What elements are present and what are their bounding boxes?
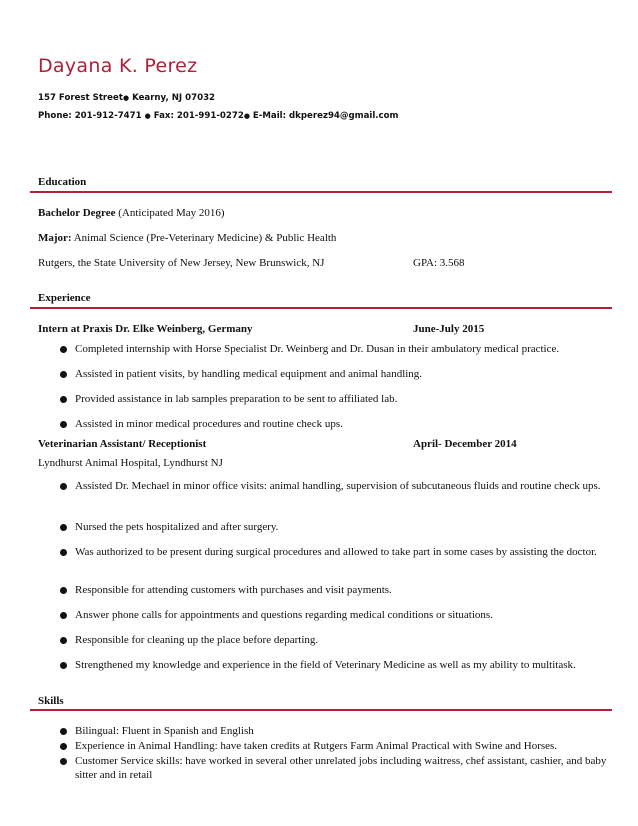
list-item: Answer phone calls for appointments and questions regarding medical conditions or situations. bbox=[75, 609, 493, 621]
job-title: Intern at Praxis Dr. Elke Weinberg, Germany bbox=[38, 323, 253, 335]
job-dates: June-July 2015 bbox=[413, 323, 485, 335]
job-employer: Lyndhurst Animal Hospital, Lyndhurst NJ bbox=[38, 457, 223, 469]
city-state-zip: Kearny, NJ 07032 bbox=[132, 93, 216, 103]
major-label: Major: bbox=[38, 232, 72, 244]
list-item: Bilingual: Fluent in Spanish and English bbox=[75, 725, 254, 737]
degree-note: (Anticipated May 2016) bbox=[115, 207, 225, 219]
email-address: E-Mail: dkperez94@gmail.com bbox=[252, 111, 399, 121]
list-item: Assisted Dr. Mechael in minor office visits: animal handling, supervision of subcutaneous fluids and routine check ups. bbox=[75, 480, 601, 492]
bullet-icon bbox=[60, 396, 67, 403]
fax-number: Fax: 201-991-0272 bbox=[153, 111, 244, 121]
gpa-value: GPA: 3.568 bbox=[413, 257, 465, 269]
bullet-icon bbox=[60, 587, 67, 594]
bullet-icon bbox=[60, 346, 67, 353]
separator-dot-icon: ● bbox=[243, 112, 250, 120]
separator-dot-icon: ● bbox=[122, 94, 130, 102]
bullet-icon bbox=[60, 637, 67, 644]
bullet-icon bbox=[60, 549, 67, 556]
list-item: Completed internship with Horse Specialist Dr. Weinberg and Dr. Dusan in their ambulatory medical practice. bbox=[75, 343, 560, 355]
list-item: Provided assistance in lab samples preparation to be sent to affiliated lab. bbox=[75, 393, 398, 405]
bullet-icon bbox=[60, 371, 67, 378]
list-item: Was authorized to be present during surgical procedures and allowed to take part in some cases by assisting the doctor. bbox=[75, 546, 597, 558]
degree-line bbox=[38, 207, 225, 219]
contact-line bbox=[38, 111, 399, 121]
bullet-icon bbox=[60, 524, 67, 531]
experience-divider bbox=[30, 307, 612, 309]
bullet-icon bbox=[60, 758, 67, 765]
address-line bbox=[38, 93, 215, 103]
bullet-icon bbox=[60, 612, 67, 619]
list-item: Assisted in minor medical procedures and routine check ups. bbox=[75, 418, 343, 430]
phone-number: Phone: 201-912-7471 bbox=[38, 111, 142, 121]
bullet-icon bbox=[60, 743, 67, 750]
list-item: Responsible for cleaning up the place before departing. bbox=[75, 634, 319, 646]
list-item: Experience in Animal Handling: have taken credits at Rutgers Farm Animal Practical with Swine and Horses. bbox=[75, 740, 558, 752]
bullet-icon bbox=[60, 728, 67, 735]
skills-divider bbox=[30, 709, 612, 711]
job-dates: April- December 2014 bbox=[413, 438, 517, 450]
separator-dot-icon: ● bbox=[144, 112, 151, 120]
list-item: Strengthened my knowledge and experience in the field of Veterinary Medicine as well as my ability to multitask. bbox=[75, 659, 576, 671]
degree-title: Bachelor Degree bbox=[38, 207, 116, 219]
list-item: Customer Service skills: have worked in several other unrelated jobs including waitress, chef assistant, cashier, and baby sitter and in retail bbox=[75, 755, 607, 781]
skills-heading: Skills bbox=[38, 695, 64, 707]
bullet-icon bbox=[60, 662, 67, 669]
school-name: Rutgers, the State University of New Jersey, New Brunswick, NJ bbox=[38, 257, 325, 269]
education-divider bbox=[30, 191, 612, 193]
list-item: Responsible for attending customers with purchases and visit payments. bbox=[75, 584, 392, 596]
bullet-icon bbox=[60, 483, 67, 490]
job-title: Veterinarian Assistant/ Receptionist bbox=[38, 438, 207, 450]
list-item: Assisted in patient visits, by handling medical equipment and animal handling. bbox=[75, 368, 423, 380]
major-line bbox=[38, 232, 336, 244]
education-heading: Education bbox=[38, 176, 87, 188]
candidate-name: Dayana K. Perez bbox=[38, 55, 198, 77]
list-item: Nursed the pets hospitalized and after surgery. bbox=[75, 521, 279, 533]
experience-heading: Experience bbox=[38, 292, 91, 304]
bullet-icon bbox=[60, 421, 67, 428]
major-value: Animal Science (Pre-Veterinary Medicine) & Public Health bbox=[71, 232, 337, 244]
street-address: 157 Forest Street bbox=[38, 93, 123, 103]
